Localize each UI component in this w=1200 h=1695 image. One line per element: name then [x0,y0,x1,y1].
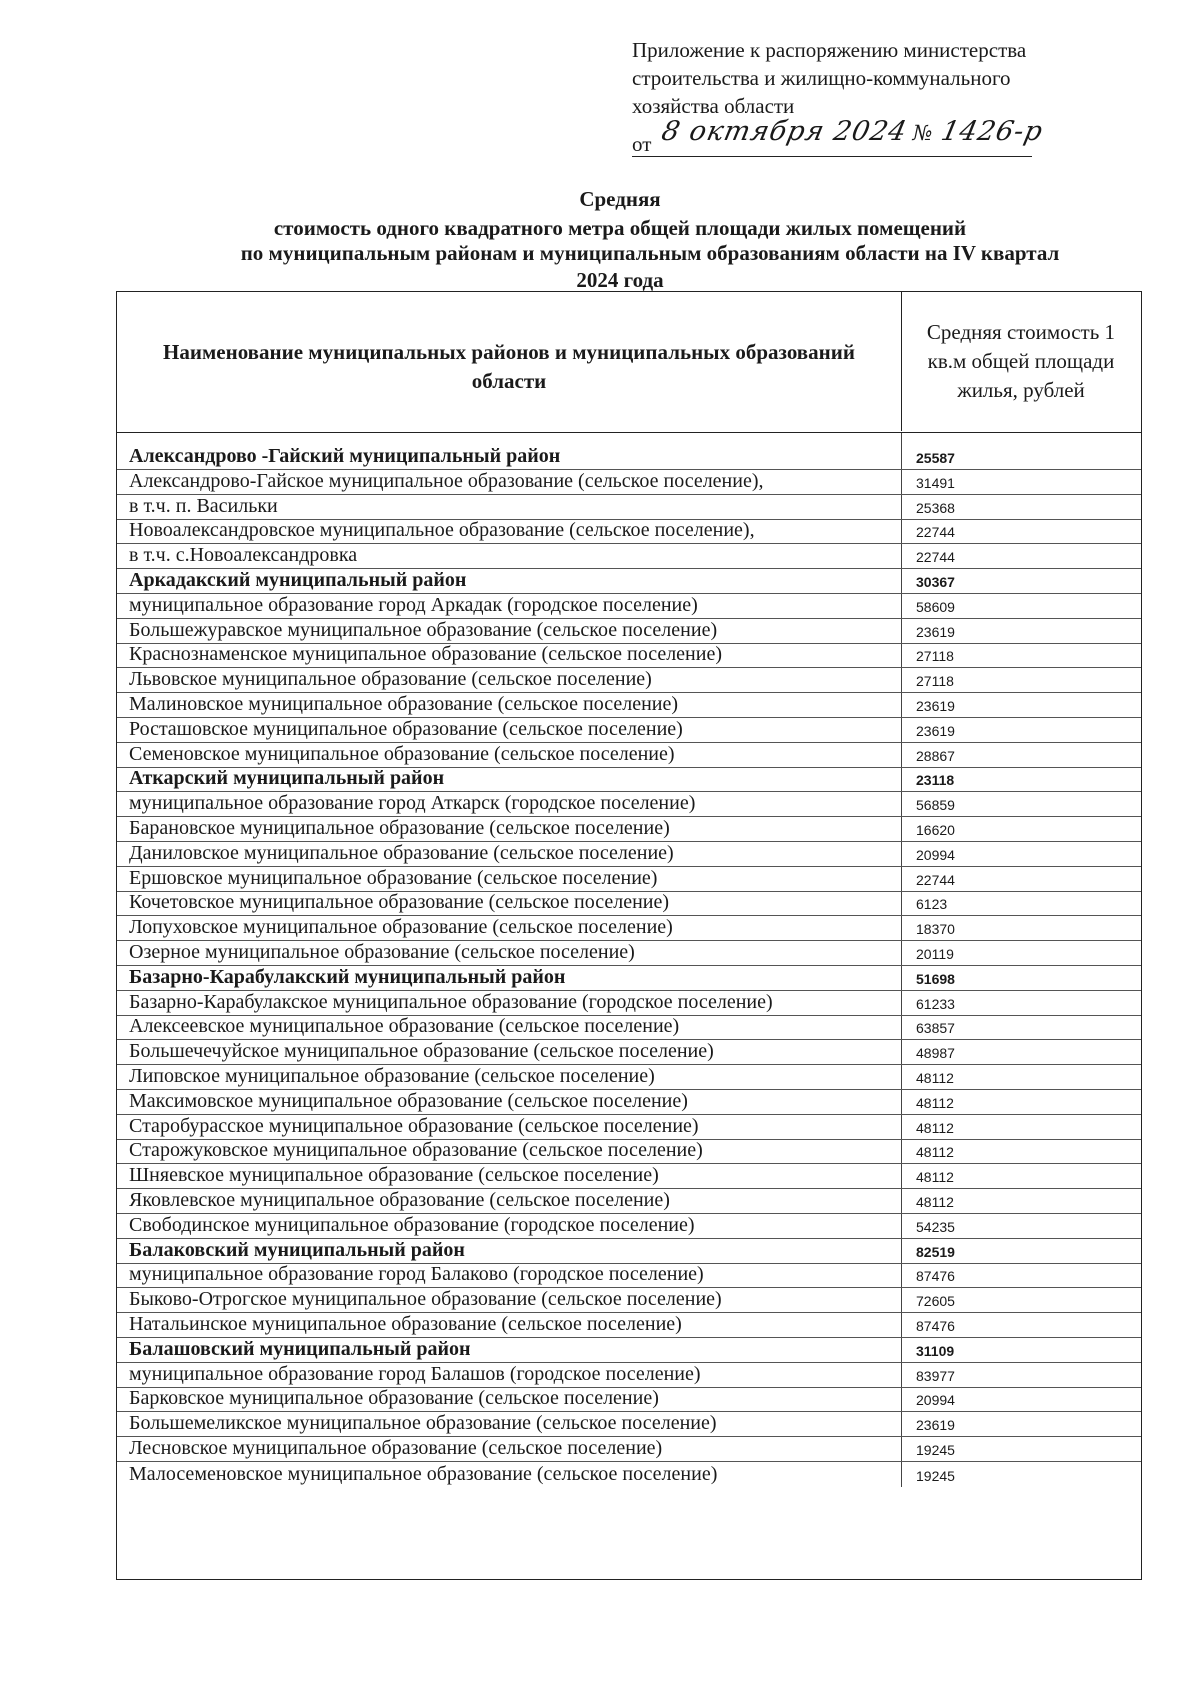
row-value: 22744 [916,871,955,888]
row-name: Александрово -Гайский муниципальный район [117,433,902,469]
row-value: 22744 [916,524,955,541]
row-value: 54235 [916,1218,955,1235]
row-name: Быково-Отрогское муниципальное образование (сельское поселение) [117,1288,902,1312]
signature-date: 8 октября 2024 [658,116,911,147]
row-name: Барановское муниципальное образование (сельское поселение) [117,817,902,841]
row-name: Краснознаменское муниципальное образование (сельское поселение) [117,644,902,668]
row-value: 28867 [916,747,955,764]
district-row [117,1239,1141,1264]
row-name: Барковское муниципальное образование (сельское поселение) [117,1388,902,1412]
row-name: в т.ч. п. Васильки [117,495,902,519]
row-value: 23619 [916,623,955,640]
table-row [117,991,1141,1016]
row-value: 23118 [916,772,955,789]
table-row [117,644,1141,669]
row-value: 48112 [916,1169,954,1186]
table-row [117,1388,1141,1413]
signature-underline [632,156,1032,157]
row-value: 83977 [916,1367,955,1384]
row-value: 61233 [916,995,955,1012]
row-value: 23619 [916,1417,955,1434]
row-value: 16620 [916,821,955,838]
table-row [117,892,1141,917]
row-name: в т.ч. с.Новоалександровка [117,544,902,568]
row-value: 30367 [916,573,955,590]
row-name: муниципальное образование город Балаково (городское поселение) [117,1264,902,1288]
row-value: 25587 [916,450,955,466]
row-name: Львовское муниципальное образование (сельское поселение) [117,668,902,692]
row-value: 63857 [916,1020,955,1037]
row-value: 25368 [916,499,955,516]
table-row [117,941,1141,966]
row-value: 20994 [916,846,955,863]
table-row [117,718,1141,743]
appendix-line-3: хозяйства области [632,94,795,118]
table-row [117,668,1141,693]
district-row [117,768,1141,793]
appendix-block [632,36,1112,156]
row-value: 31491 [916,474,955,491]
table-row [117,792,1141,817]
row-name: Базарно-Карабулакский муниципальный район [117,966,902,990]
row-name: Шняевское муниципальное образование (сельское поселение) [117,1164,902,1188]
table-row [117,1214,1141,1239]
table-row [117,867,1141,892]
row-name: Новоалександровское муниципальное образование (сельское поселение), [117,520,902,544]
row-name: Аркадакский муниципальный район [117,569,902,593]
signature-number: 1426-р [938,116,1047,147]
row-value: 48112 [916,1144,954,1161]
row-name: Натальинское муниципальное образование (сельское поселение) [117,1313,902,1337]
row-value: 27118 [916,673,954,690]
row-name: муниципальное образование город Балашов (городское поселение) [117,1363,902,1387]
table-header-row [117,292,1141,433]
district-row [117,1338,1141,1363]
row-value: 20119 [916,945,954,962]
signature-prefix: от [632,132,652,156]
table-row [117,1140,1141,1165]
handwritten-date-number [659,118,1046,147]
table-row [117,1313,1141,1338]
row-name: Балаковский муниципальный район [117,1239,902,1263]
row-name: Свободинское муниципальное образование (городское поселение) [117,1214,902,1238]
row-value: 31109 [916,1342,955,1359]
row-name: Большемеликское муниципальное образование (сельское поселение) [117,1412,902,1436]
row-value: 82519 [916,1243,955,1260]
row-name: Большечечуйское муниципальное образование (сельское поселение) [117,1040,902,1064]
table-row [117,520,1141,545]
row-value: 87476 [916,1268,955,1285]
row-name: муниципальное образование город Аркадак (городское поселение) [117,594,902,618]
table-row [117,1016,1141,1041]
table-row [117,470,1141,495]
table-row [117,1264,1141,1289]
row-value: 23619 [916,697,955,714]
row-value: 48112 [916,1193,954,1210]
table-row [117,1462,1141,1487]
row-name: Лесновское муниципальное образование (сельское поселение) [117,1437,902,1461]
table-row [117,1065,1141,1090]
row-name: Малосеменовское муниципальное образование (сельское поселение) [117,1462,902,1487]
table-row [117,1040,1141,1065]
row-value: 48112 [916,1069,954,1086]
table-row [117,916,1141,941]
row-name: Максимовское муниципальное образование (сельское поселение) [117,1090,902,1114]
row-name: Аткарский муниципальный район [117,768,902,792]
row-name: Старожуковское муниципальное образование (сельское поселение) [117,1140,902,1164]
row-name: Алексеевское муниципальное образование (сельское поселение) [117,1016,902,1040]
title-line-4: 2024 года [576,268,664,292]
title-line-2: стоимость одного квадратного метра общей площади жилых помещений [273,216,967,240]
table-row [117,1363,1141,1388]
table-row [117,743,1141,768]
title-line-1: Средняя [579,187,661,211]
table-row [117,1189,1141,1214]
row-value: 22744 [916,549,955,566]
district-row [117,433,1141,470]
appendix-line-1: Приложение к распоряжению министерства [632,38,1027,62]
table-row [117,1164,1141,1189]
table-row [117,1090,1141,1115]
cost-table [116,291,1142,1580]
district-row [117,966,1141,991]
row-value: 51698 [916,970,955,987]
row-name: Ростaшовское муниципальное образование (сельское поселение) [117,718,902,742]
row-value: 58609 [916,598,955,615]
table-row [117,1437,1141,1462]
row-name: Малиновское муниципальное образование (сельское поселение) [117,693,902,717]
number-sign: № [909,121,936,145]
row-value: 27118 [916,648,954,665]
district-row [117,569,1141,594]
row-name: Балашовский муниципальный район [117,1338,902,1362]
table-row [117,817,1141,842]
row-value: 19245 [916,1441,955,1458]
row-name: Александрово-Гайское муниципальное образование (сельское поселение), [117,470,902,494]
row-name: Озерное муниципальное образование (сельское поселение) [117,941,902,965]
row-value: 56859 [916,797,955,814]
row-name: Даниловское муниципальное образование (сельское поселение) [117,842,902,866]
row-value: 18370 [916,921,955,938]
table-row [117,495,1141,520]
row-value: 48987 [916,1045,955,1062]
row-name: Старобурасское муниципальное образование (сельское поселение) [117,1115,902,1139]
table-row [117,544,1141,569]
signature-line [632,116,1112,156]
table-row [117,1288,1141,1313]
row-name: Большежуравское муниципальное образование (сельское поселение) [117,619,902,643]
row-name: Ершовское муниципальное образование (сельское поселение) [117,867,902,891]
row-name: Липовское муниципальное образование (сельское поселение) [117,1065,902,1089]
column-header-value: Средняя стоимость 1 кв.м общей площади жилья, рублей [926,320,1116,402]
row-value: 87476 [916,1317,955,1334]
title-line-3: по муниципальным районам и муниципальным образованиям области на IV квартал [240,241,1060,265]
table-row [117,693,1141,718]
row-name: Яковлевское муниципальное образование (сельское поселение) [117,1189,902,1213]
row-value: 48112 [916,1094,954,1111]
table-row [117,594,1141,619]
row-name: Кочетовское муниципальное образование (сельское поселение) [117,892,902,916]
table-row [117,1412,1141,1437]
row-value: 72605 [916,1293,955,1310]
row-value: 20994 [916,1392,955,1409]
row-name: муниципальное образование город Аткарск (городское поселение) [117,792,902,816]
row-name: Семеновское муниципальное образование (сельское поселение) [117,743,902,767]
row-value: 6123 [916,896,948,913]
column-header-name: Наименование муниципальных районов и муниципальных образований области [117,292,902,431]
table-row [117,842,1141,867]
row-value: 19245 [916,1467,955,1484]
row-value: 48112 [916,1119,954,1136]
appendix-line-2: строительства и жилищно-коммунального [632,66,1011,90]
table-row [117,619,1141,644]
table-row [117,1115,1141,1140]
row-name: Базарно-Карабулакское муниципальное образование (городское поселение) [117,991,902,1015]
row-value: 23619 [916,722,955,739]
row-name: Лопуховское муниципальное образование (сельское поселение) [117,916,902,940]
